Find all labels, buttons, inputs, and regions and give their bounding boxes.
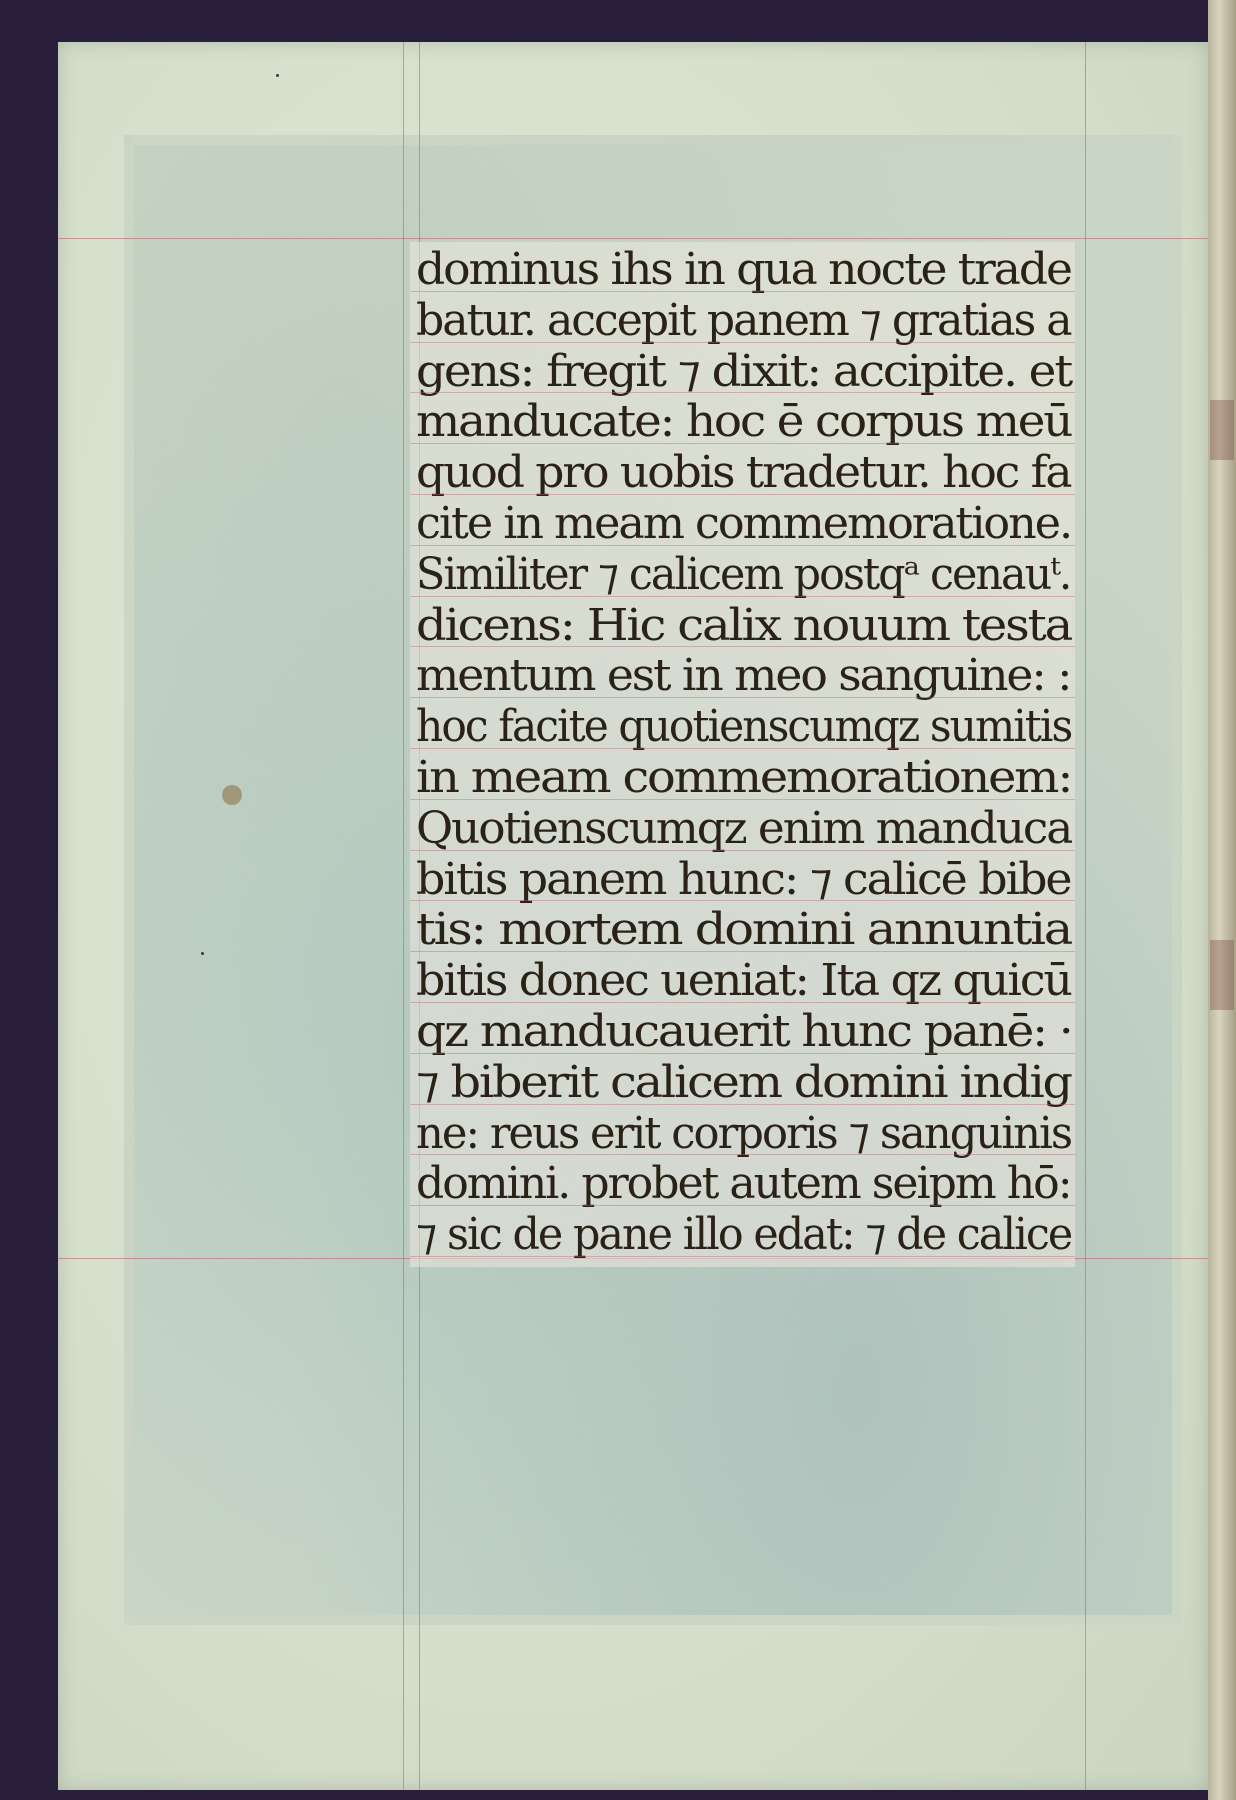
text-line: bitis donec ueniat: Ita qz quicū — [416, 955, 1071, 1007]
text-ruling-line — [410, 1002, 1075, 1003]
text-ruling-line — [410, 799, 1075, 800]
text-line: quod pro uobis tradetur. hoc fa — [416, 447, 1071, 499]
text-line: ne: reus erit corporis ⁊ sanguinis — [416, 1107, 1072, 1159]
text-line: tis: mortem domini annuntia — [416, 904, 1072, 956]
text-ruling-line — [410, 951, 1075, 952]
ruling-horizontal-top — [58, 238, 1208, 239]
text-ruling-line — [410, 1256, 1075, 1257]
text-ruling-line — [410, 1154, 1075, 1155]
ruling-vertical-left-outer — [403, 42, 404, 1790]
text-line: dominus ihs in qua nocte trade — [416, 244, 1071, 295]
text-ruling-line — [410, 494, 1075, 495]
text-ruling-line — [410, 392, 1075, 393]
speck — [201, 952, 204, 955]
text-line: ⁊ sic de pane illo edat: ⁊ de calice — [416, 1209, 1072, 1261]
text-ruling-line — [410, 443, 1075, 444]
facing-page-edge — [1208, 0, 1236, 1800]
text-line: Similiter ⁊ calicem postqᵃ cenauᵗ. — [416, 548, 1071, 600]
text-ruling-line — [410, 646, 1075, 647]
text-ruling-line — [410, 900, 1075, 901]
facing-page-initial — [1210, 400, 1234, 460]
facing-page-initial — [1210, 940, 1234, 1010]
text-line: qz manducauerit hunc panē: · — [416, 1006, 1072, 1057]
text-line: batur. accepit panem ⁊ gratias a — [416, 294, 1071, 346]
ruling-vertical-right — [1085, 42, 1086, 1790]
text-ruling-line — [410, 1205, 1075, 1206]
speck — [276, 74, 279, 77]
text-line: mentum est in meo sanguine: : — [416, 650, 1071, 702]
text-line: gens: fregit ⁊ dixit: accipite. et — [416, 345, 1072, 397]
text-ruling-line — [410, 697, 1075, 698]
text-line: cite in meam commemoratione. — [416, 498, 1072, 549]
text-line: manducate: hoc ē corpus meū — [416, 396, 1072, 448]
text-line: ⁊ biberit calicem domini indig — [416, 1056, 1071, 1108]
text-ruling-line — [410, 1053, 1075, 1054]
text-ruling-line — [410, 291, 1075, 292]
text-line: dicens: Hic calix nouum testa — [416, 599, 1072, 651]
stain-mark — [222, 785, 242, 805]
text-line: in meam commemorationem: — [416, 752, 1072, 803]
text-ruling-line — [410, 342, 1075, 343]
text-ruling-line — [410, 545, 1075, 546]
text-ruling-line — [410, 596, 1075, 597]
text-line: domini. probet autem seipm hō: — [416, 1158, 1071, 1210]
text-ruling-line — [410, 748, 1075, 749]
text-line: Quotienscumqz enim manduca — [416, 802, 1072, 854]
text-ruling-line — [410, 1104, 1075, 1105]
text-ruling-line — [410, 850, 1075, 851]
text-line: hoc facite quotienscumqz sumitis — [416, 701, 1072, 753]
text-line: bitis panem hunc: ⁊ calicē bibe — [416, 853, 1071, 905]
